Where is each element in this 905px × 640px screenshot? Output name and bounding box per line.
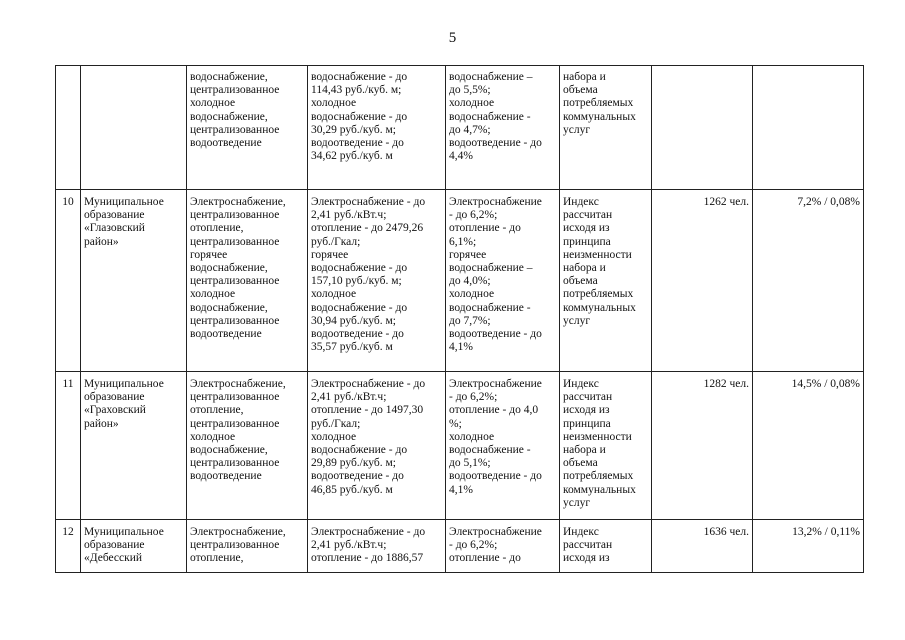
municipality-cell: Муниципальное образование «Граховский район» [81,372,187,520]
table-row [56,190,864,372]
basis-cell: Индекс рассчитан исходя из принципа неизменности набора и объема потребляемых коммунальных услуг [560,190,652,372]
row-number-cell: 12 [56,520,81,573]
share-cell: 7,2% / 0,08% [753,190,864,372]
row-number-cell [56,66,81,190]
municipality-cell: Муниципальное образование «Глазовский район» [81,190,187,372]
tariffs-cell: Электроснабжение - до 2,41 руб./кВт.ч; отопление - до 2479,26 руб./Гкал; горячее водоснабжение - до 157,10 руб./куб. м; холодное водоснабжение - до 30,94 руб./куб. м; водоотведение - до 35,57 руб./куб. м [308,190,446,372]
table-row [56,372,864,520]
share-cell: 13,2% / 0,11% [753,520,864,573]
growth-cell: Электроснабжение - до 6,2%; отопление - до [446,520,560,573]
growth-cell: Электроснабжение - до 6,2%; отопление - до 4,0 %; холодное водоснабжение - до 5,1%; водоотведение - до 4,1% [446,372,560,520]
population-cell [652,66,753,190]
basis-cell: набора и объема потребляемых коммунальных услуг [560,66,652,190]
services-cell: водоснабжение, централизованное холодное водоснабжение, централизованное водоотведение [187,66,308,190]
share-cell: 14,5% / 0,08% [753,372,864,520]
row-number-cell: 10 [56,190,81,372]
services-cell: Электроснабжение, централизованное отопление, централизованное холодное водоснабжение, централизованное водоотведение [187,372,308,520]
table-row [56,520,864,573]
population-cell: 1636 чел. [652,520,753,573]
table-row [56,66,864,190]
tariffs-cell: Электроснабжение - до 2,41 руб./кВт.ч; отопление - до 1497,30 руб./Гкал; холодное водоснабжение - до 29,89 руб./куб. м; водоотведение - до 46,85 руб./куб. м [308,372,446,520]
page-number: 5 [448,30,457,46]
basis-cell: Индекс рассчитан исходя из [560,520,652,573]
population-cell: 1282 чел. [652,372,753,520]
share-cell [753,66,864,190]
tariffs-cell: Электроснабжение - до 2,41 руб./кВт.ч; отопление - до 1886,57 [308,520,446,573]
basis-cell: Индекс рассчитан исходя из принципа неизменности набора и объема потребляемых коммунальных услуг [560,372,652,520]
services-cell: Электроснабжение, централизованное отопление, [187,520,308,573]
row-number-cell: 11 [56,372,81,520]
growth-cell: водоснабжение – до 5,5%; холодное водоснабжение - до 4,7%; водоотведение - до 4,4% [446,66,560,190]
tariffs-cell: водоснабжение - до 114,43 руб./куб. м; холодное водоснабжение - до 30,29 руб./куб. м; водоотведение - до 34,62 руб./куб. м [308,66,446,190]
population-cell: 1262 чел. [652,190,753,372]
growth-cell: Электроснабжение - до 6,2%; отопление - до 6,1%; горячее водоснабжение – до 4,0%; холодное водоснабжение - до 7,7%; водоотведение - до 4,1% [446,190,560,372]
tariff-table [55,65,864,573]
municipality-cell [81,66,187,190]
municipality-cell: Муниципальное образование «Дебесский [81,520,187,573]
services-cell: Электроснабжение, централизованное отопление, централизованное горячее водоснабжение, централизованное холодное водоснабжение, централизованное водоотведение [187,190,308,372]
